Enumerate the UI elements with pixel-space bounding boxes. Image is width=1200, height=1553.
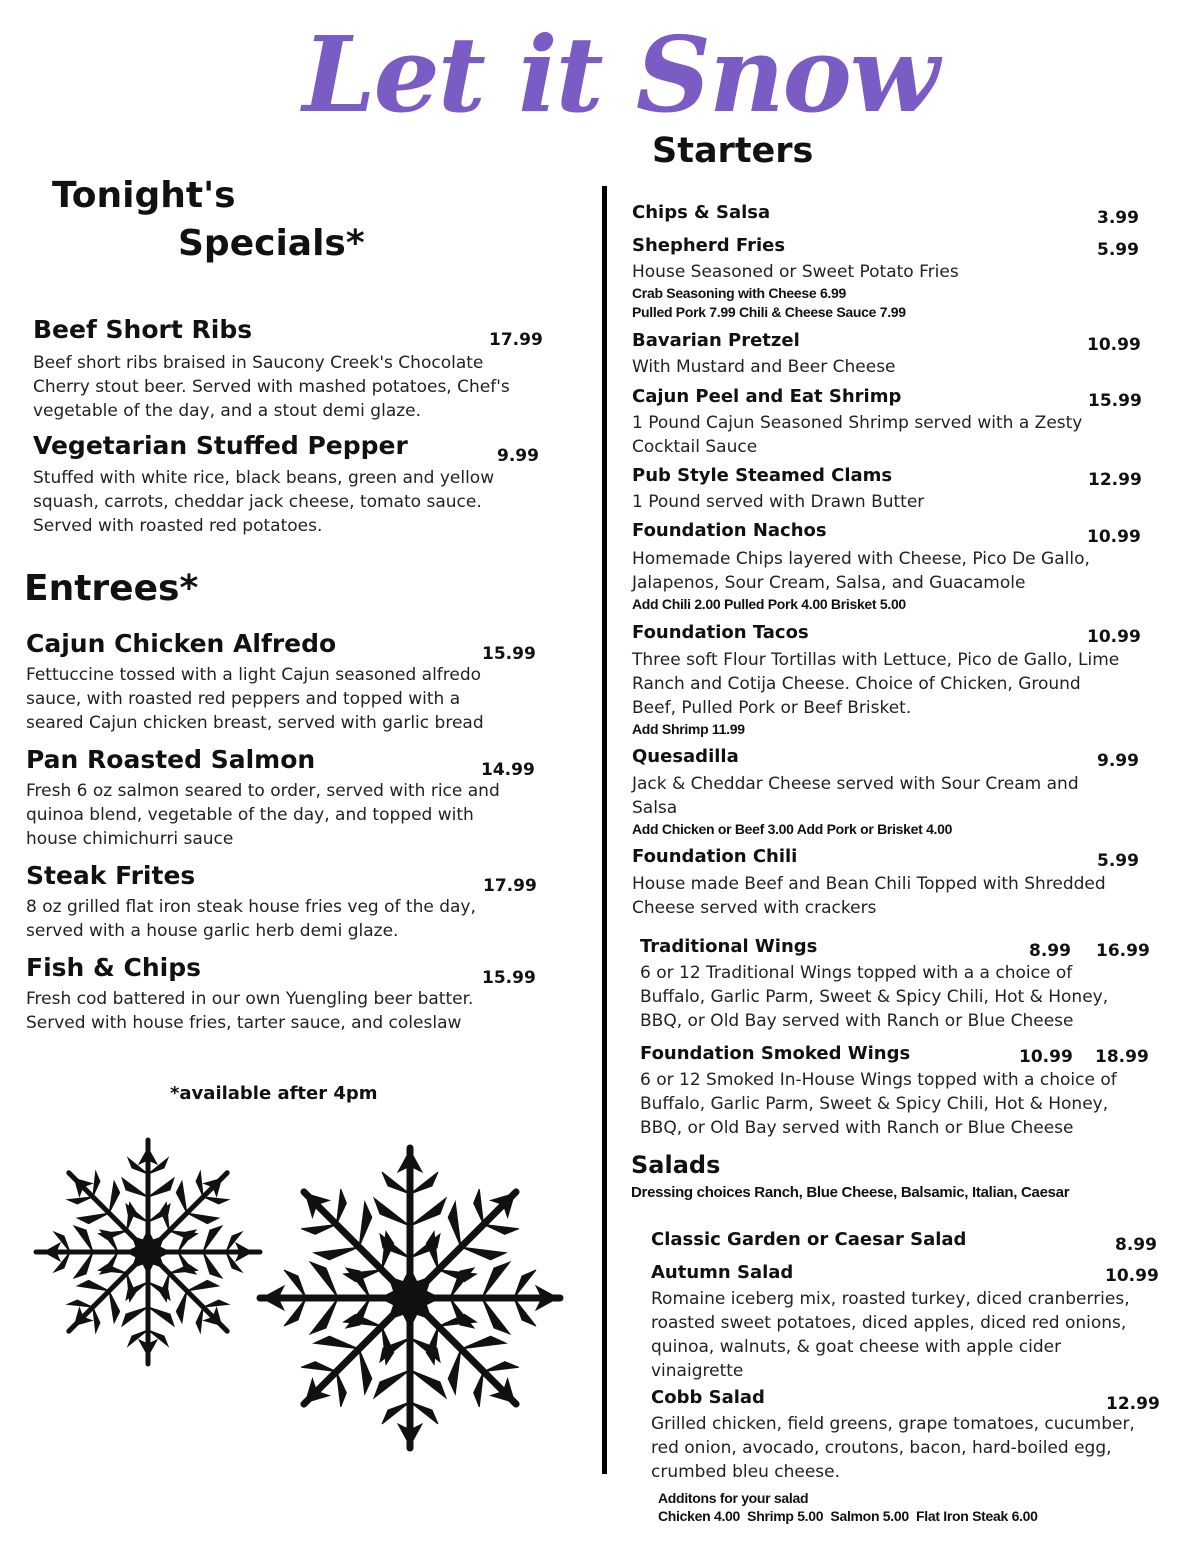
- entree-price: 15.99: [482, 644, 536, 664]
- wings-price-small: 8.99: [1029, 941, 1071, 961]
- starters-heading: Starters: [652, 131, 814, 171]
- wings-price-large: 18.99: [1095, 1047, 1149, 1067]
- column-divider: [602, 186, 607, 1474]
- starter-description: Jack & Cheddar Cheese served with Sour Cream and Salsa: [632, 774, 1079, 818]
- entree-description: 8 oz grilled flat iron steak house fries veg of the day, served with a house garlic herb demi glaze.: [26, 896, 476, 941]
- starter-price: 5.99: [1097, 851, 1139, 871]
- specials-heading-line1: Tonight's: [52, 175, 236, 216]
- entree-description: Fresh 6 oz salmon seared to order, served with rice and quinoa blend, vegetable of the day, and topped with house chimichurri sauce: [26, 780, 500, 849]
- entrees-heading: Entrees*: [24, 568, 199, 609]
- starter-description: 1 Pound Cajun Seasoned Shrimp served with a Zesty Cocktail Sauce: [632, 413, 1083, 457]
- salad-name: Autumn Salad: [651, 1262, 794, 1283]
- starter-description: 1 Pound served with Drawn Butter: [632, 492, 925, 512]
- starter-addon: Add Shrimp 11.99: [632, 721, 745, 737]
- starter-description: With Mustard and Beer Cheese: [632, 357, 896, 377]
- wings-description: 6 or 12 Traditional Wings topped with a a choice of Buffalo, Garlic Parm, Sweet & Spicy Chili, Hot & Honey, BBQ, or Old Bay served with Ranch or Blue Cheese: [640, 963, 1109, 1031]
- starter-item: [632, 386, 1102, 459]
- starter-addon: Add Chili 2.00 Pulled Pork 4.00 Brisket 5.00: [632, 596, 906, 612]
- wings-price-large: 16.99: [1096, 941, 1150, 961]
- starter-price: 10.99: [1087, 627, 1141, 647]
- starter-description: House Seasoned or Sweet Potato Fries: [632, 262, 959, 282]
- starter-description: Homemade Chips layered with Cheese, Pico De Gallo, Jalapenos, Sour Cream, Salsa, and Guacamole: [632, 549, 1090, 593]
- salad-name: Classic Garden or Caesar Salad: [651, 1229, 967, 1250]
- starter-name: Pub Style Steamed Clams: [632, 465, 893, 486]
- entree-item: [26, 630, 546, 735]
- special-description: Stuffed with white rice, black beans, green and yellow squash, carrots, cheddar jack cheese, tomato sauce. Served with roasted red potatoes.: [33, 467, 495, 536]
- entree-item: [26, 954, 546, 1035]
- entree-price: 15.99: [482, 968, 536, 988]
- salads-heading: Salads: [631, 1151, 721, 1179]
- starter-item: [632, 465, 1152, 514]
- salad-additions-heading: Additons for your salad: [658, 1490, 809, 1506]
- salad-description: Romaine iceberg mix, roasted turkey, diced cranberries, roasted sweet potatoes, diced apples, diced red onions, quinoa, walnuts, & goat cheese with apple cider vinaigrette: [651, 1289, 1130, 1381]
- entree-description: Fresh cod battered in our own Yuengling beer batter. Served with house fries, tarter sauce, and coleslaw: [26, 988, 474, 1033]
- wings-price-small: 10.99: [1019, 1047, 1073, 1067]
- salad-price: 8.99: [1115, 1235, 1157, 1255]
- snowflake-icon: [28, 1132, 268, 1372]
- starter-name: Foundation Nachos: [632, 520, 827, 541]
- wings-description: 6 or 12 Smoked In-House Wings topped with a choice of Buffalo, Garlic Parm, Sweet & Spicy Chili, Hot & Honey, BBQ, or Old Bay served with Ranch or Blue Cheese: [640, 1070, 1117, 1138]
- starter-item: [632, 202, 1152, 224]
- starter-price: 5.99: [1097, 240, 1139, 260]
- entree-name: Cajun Chicken Alfredo: [26, 629, 337, 658]
- salad-item: [651, 1229, 1171, 1251]
- wings-name: Foundation Smoked Wings: [640, 1043, 911, 1064]
- salad-item: [651, 1262, 1151, 1383]
- salad-description: Grilled chicken, field greens, grape tomatoes, cucumber, red onion, avocado, croutons, bacon, hard-boiled egg, crumbed bleu cheese.: [651, 1414, 1135, 1482]
- starter-addon: Crab Seasoning with Cheese 6.99: [632, 285, 846, 301]
- starter-item: [632, 330, 1152, 379]
- starter-description: Three soft Flour Tortillas with Lettuce, Pico de Gallo, Lime Ranch and Cotija Cheese. Choice of Chicken, Ground Beef, Pulled Pork or Beef Brisket.: [632, 650, 1120, 718]
- starter-addon: Pulled Pork 7.99 Chili & Cheese Sauce 7.99: [632, 304, 906, 320]
- entree-item: [26, 746, 546, 851]
- salad-name: Cobb Salad: [651, 1387, 765, 1408]
- starter-item: [632, 622, 1122, 739]
- starter-name: Foundation Chili: [632, 846, 798, 867]
- starter-item: [632, 235, 1152, 322]
- starter-item: [632, 846, 1132, 920]
- starter-price: 3.99: [1097, 208, 1139, 228]
- special-name: Vegetarian Stuffed Pepper: [33, 431, 408, 460]
- menu-title: Let it Snow: [302, 13, 938, 136]
- starter-item: [632, 520, 1122, 614]
- special-item: [33, 316, 553, 423]
- starter-price: 15.99: [1088, 391, 1142, 411]
- special-name: Beef Short Ribs: [33, 315, 253, 344]
- salad-price: 10.99: [1105, 1266, 1159, 1286]
- starter-name: Foundation Tacos: [632, 622, 809, 643]
- starter-name: Quesadilla: [632, 746, 739, 767]
- availability-note: *available after 4pm: [170, 1083, 378, 1104]
- special-item: [33, 432, 553, 538]
- starter-name: Cajun Peel and Eat Shrimp: [632, 386, 902, 407]
- starter-item: [632, 746, 1112, 839]
- starter-price: 9.99: [1097, 751, 1139, 771]
- entree-name: Steak Frites: [26, 861, 196, 890]
- salad-price: 12.99: [1106, 1394, 1160, 1414]
- dressing-choices: Dressing choices Ranch, Blue Cheese, Balsamic, Italian, Caesar: [631, 1184, 1070, 1201]
- starter-addon: Add Chicken or Beef 3.00 Add Pork or Brisket 4.00: [632, 821, 953, 837]
- starter-name: Shepherd Fries: [632, 235, 786, 256]
- starter-description: House made Beef and Bean Chili Topped with Shredded Cheese served with crackers: [632, 874, 1106, 918]
- wings-name: Traditional Wings: [640, 936, 818, 957]
- starter-price: 12.99: [1088, 470, 1142, 490]
- entree-description: Fettuccine tossed with a light Cajun seasoned alfredo sauce, with roasted red peppers and topped with a seared Cajun chicken breast, served with garlic bread: [26, 664, 484, 733]
- starter-name: Chips & Salsa: [632, 202, 771, 223]
- entree-price: 14.99: [481, 760, 535, 780]
- snowflake-icon: [250, 1138, 570, 1458]
- special-price: 9.99: [497, 446, 539, 466]
- salad-item: [651, 1387, 1151, 1484]
- starter-price: 10.99: [1087, 335, 1141, 355]
- entree-item: [26, 862, 546, 943]
- entree-name: Fish & Chips: [26, 953, 202, 982]
- salad-additions: Chicken 4.00 Shrimp 5.00 Salmon 5.00 Flat Iron Steak 6.00: [658, 1508, 1038, 1524]
- starter-name: Bavarian Pretzel: [632, 330, 800, 351]
- starter-price: 10.99: [1087, 527, 1141, 547]
- special-description: Beef short ribs braised in Saucony Creek's Chocolate Cherry stout beer. Served with mashed potatoes, Chef's vegetable of the day, and a stout demi glaze.: [33, 352, 510, 421]
- specials-heading-line2: Specials*: [178, 223, 365, 264]
- special-price: 17.99: [489, 330, 543, 350]
- entree-price: 17.99: [483, 876, 537, 896]
- entree-name: Pan Roasted Salmon: [26, 745, 316, 774]
